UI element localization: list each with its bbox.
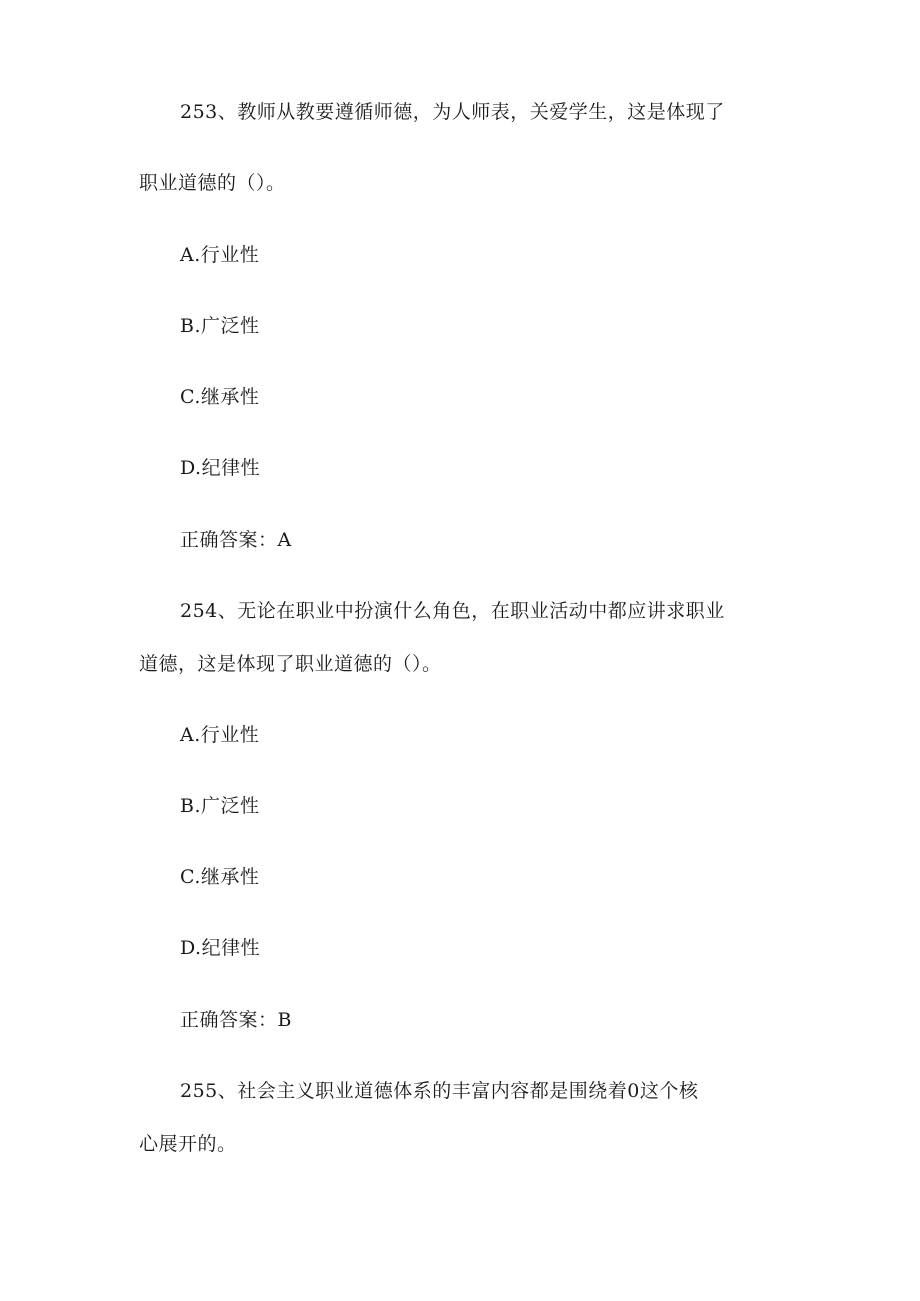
question-253-option-b: B.广泛性: [180, 315, 260, 337]
question-254-line-1: 254、无论在职业中扮演什么角色，在职业活动中都应讲求职业: [180, 600, 725, 622]
question-253-answer: 正确答案：A: [180, 529, 292, 551]
question-254-option-c: C.继承性: [180, 866, 260, 888]
question-254-line-2: 道德，这是体现了职业道德的（）。: [139, 653, 442, 675]
question-255-line-1: 255、社会主义职业道德体系的丰富内容都是围绕着0这个核: [180, 1080, 699, 1102]
question-254-option-a: A.行业性: [180, 724, 260, 746]
question-255-line-2: 心展开的。: [139, 1133, 237, 1155]
question-254-option-b: B.广泛性: [180, 795, 260, 817]
question-253-option-a: A.行业性: [180, 244, 260, 266]
question-253-option-d: D.纪律性: [180, 457, 261, 479]
question-253-line-2: 职业道德的（）。: [139, 172, 286, 194]
question-254-answer: 正确答案：B: [180, 1009, 292, 1031]
question-253-option-c: C.继承性: [180, 386, 260, 408]
question-254-option-d: D.纪律性: [180, 937, 261, 959]
question-253-line-1: 253、教师从教要遵循师德，为人师表，关爱学生，这是体现了: [180, 101, 725, 123]
